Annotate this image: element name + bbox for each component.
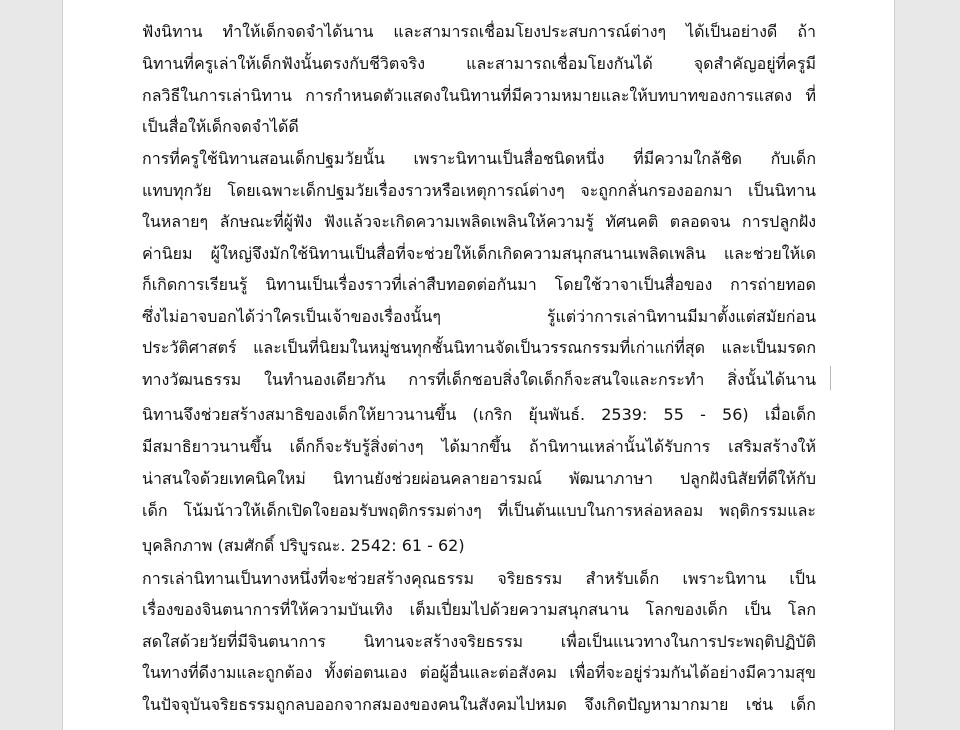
text-line: เรื่องของจินตนาการที่ให้ความบันเทิง เต็มเปี่ยมไปด้วยความสนุกสนาน โลกของเด็ก เป็น โลก (142, 600, 816, 619)
text-line: ฟังนิทาน ทำให้เด็กจดจำได้นาน และสามารถเชื่อมโยงประสบการณ์ต่างๆ ได้เป็นอย่างดี ถ้า (142, 22, 816, 41)
text-line: สดใสด้วยวัยที่มีจินตนาการ นิทานจะสร้างจริยธรรม เพื่อเป็นแนวทางในการประพฤติปฏิบัติ (142, 632, 816, 651)
text-line: นิทานที่ครูเล่าให้เด็กฟังนั้นตรงกับชีวิตจริง และสามารถเชื่อมโยงกันได้ จุดสำคัญอยู่ที่ครูมี (142, 54, 816, 73)
text-cursor (830, 366, 831, 390)
text-line: ทางวัฒนธรรม ในทำนองเดียวกัน การที่เด็กชอบสิ่งใดเด็กก็จะสนใจและกระทำ สิ่งนั้นได้นาน (142, 370, 816, 389)
text-line: เป็นสื่อให้เด็กจดจำได้ดี (142, 117, 299, 136)
document-page (63, 0, 894, 730)
text-line: บุคลิกภาพ (สมศักดิ์ ปริบูรณะ. 2542: 61 - 62) (142, 536, 465, 555)
text-line: น่าสนใจด้วยเทคนิคใหม่ นิทานยังช่วยผ่อนคลายอารมณ์ พัฒนาภาษา ปลูกฝังนิสัยที่ดีให้กับ (142, 469, 816, 488)
text-line: ในทางที่ดีงามและถูกต้อง ทั้งต่อตนเอง ต่อผู้อื่นและต่อสังคม เพื่อที่จะอยู่ร่วมกันได้อย่างมีความสุข (142, 663, 816, 682)
text-line: ประวัติศาสตร์ และเป็นที่นิยมในหมู่ชนทุกชั้นนิทานจัดเป็นวรรณกรรมที่เก่าแก่ที่สุด และเป็นมรดก (142, 338, 816, 357)
text-line: เด็ก โน้มน้าวให้เด็กเปิดใจยอมรับพฤติกรรมต่างๆ ที่เป็นต้นแบบในการหล่อหลอม พฤติกรรมและ (142, 501, 816, 520)
text-line: ซึ่งไม่อาจบอกได้ว่าใครเป็นเจ้าของเรื่องนั้นๆ รู้แต่ว่าการเล่านิทานมีมาตั้งแต่สมัยก่อน (142, 307, 816, 326)
text-line: ในปัจจุบันจริยธรรมถูกลบออกจากสมองของคนในสังคมไปหมด จึงเกิดปัญหามากมาย เช่น เด็ก (142, 695, 816, 714)
text-line: การเล่านิทานเป็นทางหนึ่งที่จะช่วยสร้างคุณธรรม จริยธรรม สำหรับเด็ก เพราะนิทาน เป็น (142, 569, 816, 588)
text-line: กลวิธีในการเล่านิทาน การกำหนดตัวแสดงในนิทานที่มีความหมายและให้บทบาทของการแสดง ที่ (142, 86, 816, 105)
text-line: ในหลายๆ ลักษณะที่ผู้ฟัง ฟังแล้วจะเกิดความเพลิดเพลินให้ความรู้ ทัศนคติ ตลอดจน การปลูกฝัง (142, 212, 816, 231)
text-line: มีสมาธิยาวนานขึ้น เด็กก็จะรับรู้สิ่งต่างๆ ได้มากขึ้น ถ้านิทานเหล่านั้นได้รับการ เสริมสร้างให้ (142, 437, 816, 456)
text-line: การที่ครูใช้นิทานสอนเด็กปฐมวัยนั้น เพราะนิทานเป็นสื่อชนิดหนึ่ง ที่มีความใกล้ชิด กับเด็ก (142, 149, 816, 168)
text-line: นิทานจึงช่วยสร้างสมาธิของเด็กให้ยาวนานขึ้น (เกริก ยุ้นพันธ์. 2539: 55 - 56) เมื่อเด็ก (142, 405, 816, 424)
text-line: ค่านิยม ผู้ใหญ่จึงมักใช้นิทานเป็นสื่อที่จะช่วยให้เด็กเกิดความสนุกสนานเพลิดเพลิน และช่วยให้เด (142, 244, 816, 263)
text-line: ก็เกิดการเรียนรู้ นิทานเป็นเรื่องราวที่เล่าสืบทอดต่อกันมา โดยใช้วาจาเป็นสื่อของ การถ่ายทอด (142, 275, 816, 294)
text-line: แทบทุกวัย โดยเฉพาะเด็กปฐมวัยเรื่องราวหรือเหตุการณ์ต่างๆ จะถูกกลั่นกรองออกมา เป็นนิทาน (142, 181, 816, 200)
